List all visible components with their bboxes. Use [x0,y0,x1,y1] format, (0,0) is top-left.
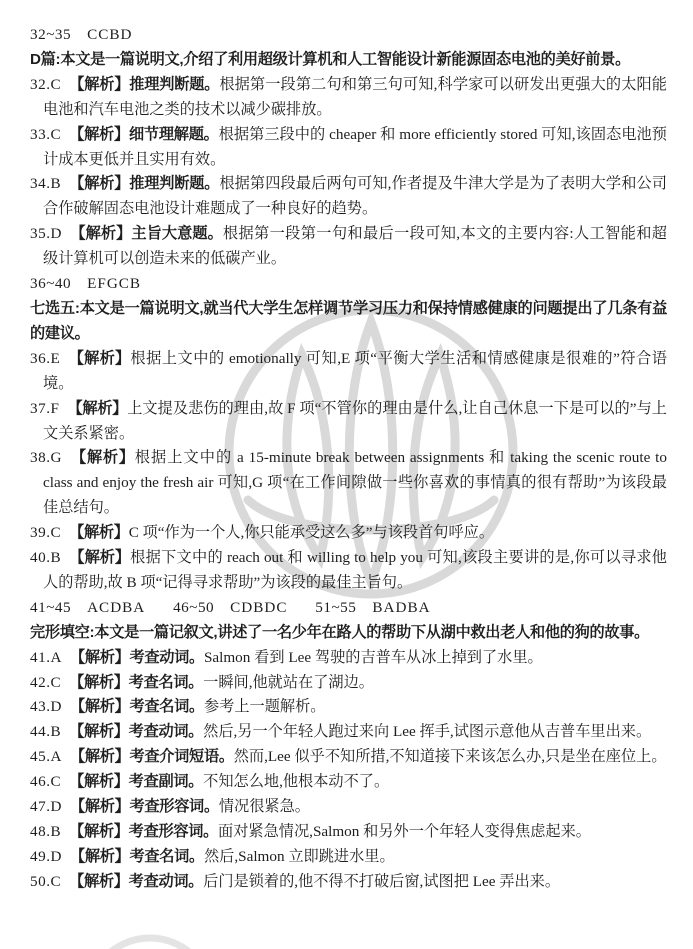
question-number-answer: 47.D [30,798,62,816]
explanation-item [30,446,667,521]
explanation-item [30,123,667,173]
answer-key-line [30,23,667,48]
answer-key-group [30,23,132,48]
analysis-label: 【解析】考查动词。 [69,872,204,890]
question-number-answer: 41.A [30,648,62,666]
explanation-item [30,671,667,696]
explanation-item [30,745,667,770]
analysis-label: 【解析】考查形容词。 [69,798,219,816]
explanation-text: 一瞬间,他就站在了湖边。 [203,673,374,691]
answer-letters: BADBA [372,598,431,616]
explanation-item [30,820,667,845]
passage-summary: 完形填空:本文是一篇记叙文,讲述了一名少年在路人的帮助下从湖中救出老人和他的狗的故事。 [30,623,650,641]
explanation-item [30,795,667,820]
explanation-text: 然后,Salmon 立即跳进水里。 [203,847,395,865]
explanation-item [30,646,667,671]
answer-key-group [173,596,287,621]
explanation-text: 根据第一段第一句和最后一段可知,本文的主要内容:人工智能和超级计算机可以创造未来的低碳产业。 [43,225,667,268]
analysis-label: 【解析】考查形容词。 [69,823,219,840]
question-range: 32~35 [30,26,72,43]
explanation-item [30,546,667,596]
answer-key-group [315,596,430,621]
analysis-label: 【解析】考查名词。 [69,673,204,691]
question-number-answer: 40.B [30,549,62,567]
analysis-label: 【解析】推理判断题。 [69,75,220,93]
question-number-answer: 48.B [30,823,62,840]
answer-key-line [30,272,667,297]
question-range: 51~55 [315,598,357,616]
question-range: 46~50 [173,598,215,616]
question-number-answer: 34.B [30,175,62,193]
explanation-text: 然后,另一个年轻人跑过来向 Lee 挥手,试图示意他从吉普车里出来。 [203,723,652,741]
explanation-text: 根据上文中的 emotionally 可知,E 项“平衡大学生活和情感健康是很难的”符合语境。 [43,349,667,392]
question-range: 41~45 [30,598,72,616]
question-number-answer: 43.D [30,698,62,716]
explanation-item [30,521,667,546]
analysis-label: 【解析】 [67,399,128,417]
explanation-text: 后门是锁着的,他不得不打破后窗,试图把 Lee 弄出来。 [203,872,561,890]
analysis-label: 【解析】 [69,449,135,467]
explanation-item [30,397,667,447]
answer-key-line [30,596,667,621]
question-number-answer: 35.D [30,225,62,243]
question-number-answer: 49.D [30,847,62,865]
analysis-label: 【解析】考查介词短语。 [69,748,234,766]
passage-summary: 七选五:本文是一篇说明文,就当代大学生怎样调节学习压力和保持情感健康的问题提出了几条有益的建议。 [30,299,667,342]
question-number-answer: 37.F [30,399,60,417]
question-range: 36~40 [30,275,72,293]
answer-key-group [30,272,141,297]
explanation-text: 根据第一段第二句和第三句可知,科学家可以研发出更强大的太阳能电池和汽车电池之类的技术以减少碳排放。 [43,75,667,118]
answer-letters: EFGCB [87,275,142,293]
explanation-item [30,845,667,870]
analysis-label: 【解析】考查名词。 [69,698,204,716]
question-number-answer: 42.C [30,673,62,691]
explanation-item [30,347,667,397]
explanation-item [30,222,667,272]
explanation-text: 不知怎么地,他根本动不了。 [203,773,390,791]
explanation-item [30,172,667,222]
explanation-item [30,720,667,745]
explanation-text: 然而,Lee 似乎不知所措,不知道接下来该怎么办,只是坐在座位上。 [233,748,667,766]
question-number-answer: 50.C [30,872,62,890]
question-number-answer: 38.G [30,449,62,467]
answer-letters: CDBDC [230,598,288,616]
question-number-answer: 36.E [30,349,61,367]
analysis-label: 【解析】考查名词。 [69,847,204,865]
explanation-text: 情况很紧急。 [218,798,310,816]
explanation-text: 参考上一题解析。 [203,698,326,716]
explanation-text: 根据第三段中的 cheaper 和 more efficiently stored 可知,该固态电池预计成本更低并且实用有效。 [43,125,667,168]
answer-key-group [30,596,145,621]
question-number-answer: 45.A [30,748,62,766]
question-number-answer: 39.C [30,524,62,542]
answer-letters: ACDBA [87,598,146,616]
analysis-label: 【解析】 [69,524,129,542]
explanation-text: 根据第四段最后两句可知,作者提及牛津大学是为了表明大学和公司合作破解固态电池设计难题成了一种良好的趋势。 [43,175,667,218]
explanation-text: 面对紧急情况,Salmon 和另外一个年轻人变得焦虑起来。 [218,823,591,840]
question-number-answer: 33.C [30,125,62,143]
analysis-label: 【解析】考查动词。 [69,648,204,666]
question-number-answer: 32.C [30,75,62,93]
explanation-text: 根据上文中的 a 15-minute break between assignments 和 taking the scenic route to class and enjoy the fresh air 可知,G 项“在工作间隙做一些你喜欢的事情真的很有帮助”为该段最佳总结句。 [43,449,667,517]
analysis-label: 【解析】考查动词。 [69,723,204,741]
explanation-item [30,870,667,895]
analysis-label: 【解析】主旨大意题。 [69,225,223,243]
analysis-label: 【解析】细节理解题。 [69,125,219,143]
explanation-text: 上文提及悲伤的理由,故 F 项“不管你的理由是什么,让自己休息一下是可以的”与上文关系紧密。 [43,399,667,442]
explanation-text: 根据下文中的 reach out 和 willing to help you 可知,该段主要讲的是,你可以寻求他人的帮助,故 B 项“记得寻求帮助”为该段的最佳主旨句。 [43,549,667,591]
explanation-item [30,695,667,720]
question-number-answer: 44.B [30,723,62,741]
analysis-label: 【解析】 [69,549,131,567]
answer-letters: CCBD [87,26,133,43]
explanation-text: C 项“作为一个人,你只能承受这么多”与该段首句呼应。 [128,524,495,542]
explanation-item [30,770,667,795]
analysis-label: 【解析】推理判断题。 [69,175,220,193]
analysis-label: 【解析】考查副词。 [69,773,204,791]
analysis-label: 【解析】 [68,349,131,367]
explanation-text: Salmon 看到 Lee 驾驶的吉普车从冰上掉到了水里。 [203,648,543,666]
explanation-item [30,73,667,123]
passage-summary: D篇:本文是一篇说明文,介绍了利用超级计算机和人工智能设计新能源固态电池的美好前景。 [30,50,630,68]
question-number-answer: 46.C [30,773,62,791]
